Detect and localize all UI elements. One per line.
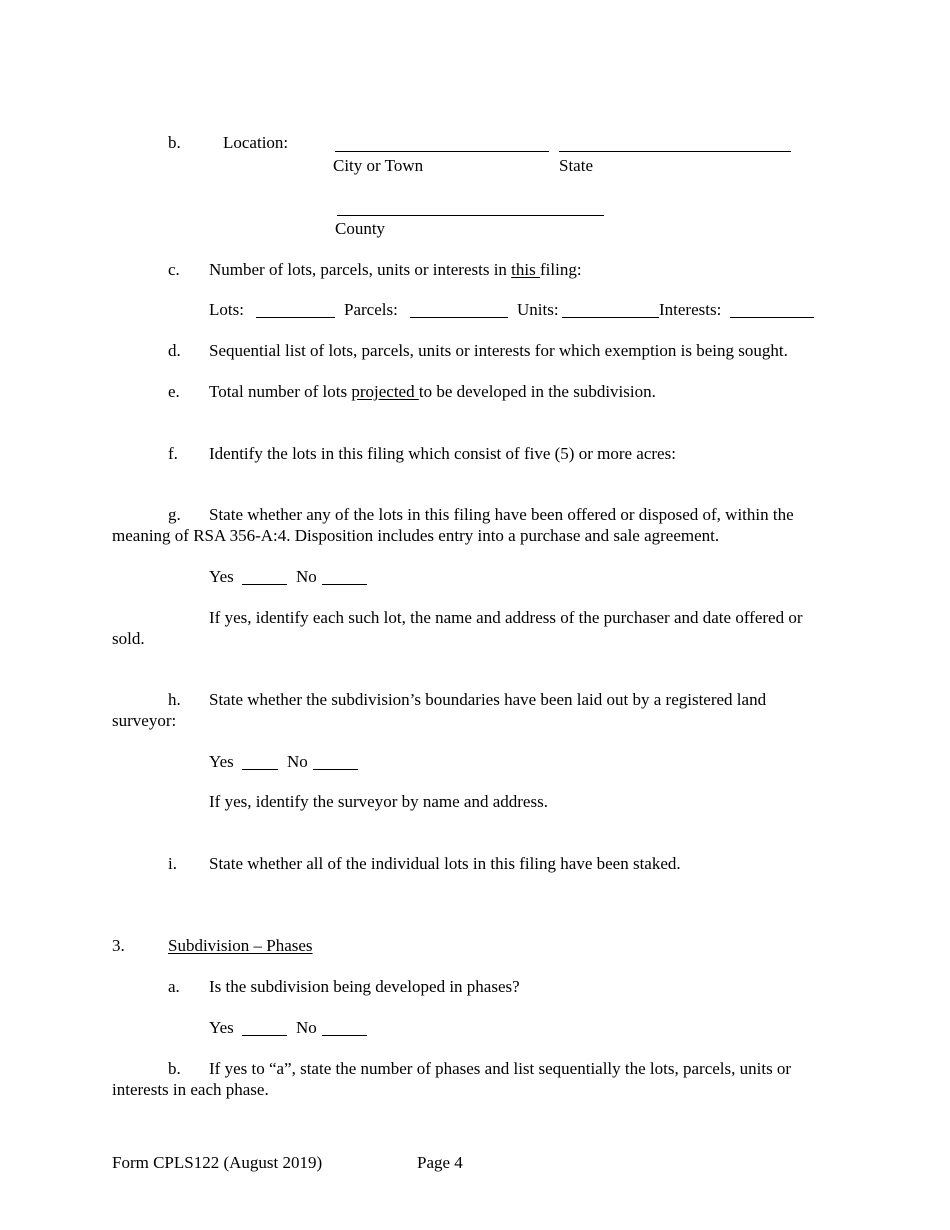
county-field[interactable] [337,215,604,216]
location-label: Location: [223,133,289,152]
item-g-line1: State whether any of the lots in this filing have been offered or disposed of, within the [209,505,794,524]
h-no-label: No [287,752,308,771]
item-h-letter: h. [168,690,181,709]
item-d-text: Sequential list of lots, parcels, units or interests for which exemption is being sought. [209,341,788,360]
item-c-letter: c. [168,260,180,279]
g-ifyes-line2: sold. [112,629,145,648]
item-c-text [209,259,582,280]
section-3-number: 3. [112,936,125,955]
county-label: County [335,219,386,238]
item-d-letter: d. [168,341,181,360]
lots-field[interactable] [256,317,335,318]
interests-label: Interests: [659,300,722,319]
item-e-text-underlined: projected [351,382,419,401]
state-label: State [559,156,593,175]
section-3b-line2: interests in each phase. [112,1080,269,1099]
g-ifyes-line1: If yes, identify each such lot, the name and address of the purchaser and date offered or [209,608,803,627]
h-yes-field[interactable] [242,769,278,770]
g-yes-field[interactable] [242,584,287,585]
item-h-line1: State whether the subdivision’s boundaries have been laid out by a registered land [209,690,767,709]
item-e-text-before: Total number of lots [209,382,352,401]
item-f-text: Identify the lots in this filing which consist of five (5) or more acres: [209,444,676,463]
section-3b-letter: b. [168,1059,181,1078]
s3-no-field[interactable] [322,1035,367,1036]
item-b-letter: b. [168,133,181,152]
item-g-line2: meaning of RSA 356-A:4. Disposition includes entry into a purchase and sale agreement. [112,526,720,545]
g-no-field[interactable] [322,584,367,585]
footer-form-id: Form CPLS122 (August 2019) [112,1153,323,1172]
item-e-text-after: to be developed in the subdivision. [418,382,656,401]
state-field[interactable] [559,151,791,152]
item-e-letter: e. [168,382,180,401]
city-label: City or Town [333,156,424,175]
item-e-text [209,381,656,402]
section-3-title: Subdivision – Phases [168,936,313,955]
item-i-letter: i. [168,854,177,873]
s3-yes-field[interactable] [242,1035,287,1036]
section-3b-line1: If yes to “a”, state the number of phases and list sequentially the lots, parcels, units or [209,1059,792,1078]
s3-yes-label: Yes [209,1018,234,1037]
h-no-field[interactable] [313,769,358,770]
h-yes-label: Yes [209,752,234,771]
interests-field[interactable] [730,317,814,318]
item-f-letter: f. [168,444,178,463]
item-c-text-underlined: this [511,260,540,279]
units-field[interactable] [562,317,659,318]
h-ifyes: If yes, identify the surveyor by name and address. [209,792,548,811]
units-label: Units: [517,300,559,319]
g-yes-label: Yes [209,567,234,586]
item-g-letter: g. [168,505,181,524]
lots-label: Lots: [209,300,244,319]
item-i-text: State whether all of the individual lots in this filing have been staked. [209,854,681,873]
item-h-line2: surveyor: [112,711,177,730]
item-c-text-after: filing: [539,260,582,279]
parcels-label: Parcels: [344,300,398,319]
parcels-field[interactable] [410,317,508,318]
city-field[interactable] [335,151,549,152]
section-3a-text: Is the subdivision being developed in phases? [209,977,520,996]
s3-no-label: No [296,1018,317,1037]
g-no-label: No [296,567,317,586]
item-c-text-before: Number of lots, parcels, units or interests in [209,260,512,279]
section-3a-letter: a. [168,977,180,996]
footer-page-number: Page 4 [417,1153,463,1172]
